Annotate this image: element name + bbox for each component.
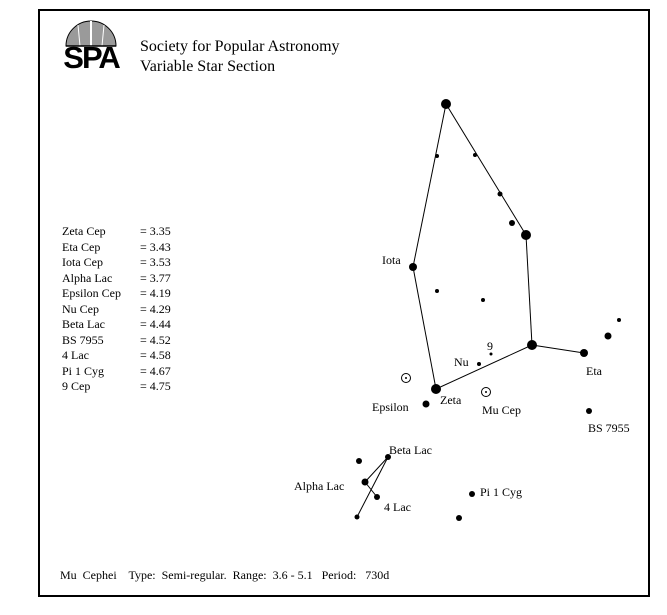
stars xyxy=(355,99,622,521)
star-eta xyxy=(580,349,588,357)
label-zeta: Zeta xyxy=(440,393,462,407)
star xyxy=(617,318,621,322)
mag-row: Iota Cep = 3.53 xyxy=(62,255,171,269)
variable-name: Mu Cephei xyxy=(60,568,117,582)
mag-row: Eta Cep = 3.43 xyxy=(62,239,171,254)
star xyxy=(355,515,360,520)
label-9: 9 xyxy=(487,339,493,353)
star xyxy=(527,340,537,350)
star xyxy=(481,298,485,302)
label-iota: Iota xyxy=(382,253,401,267)
section-title: Variable Star Section xyxy=(140,58,276,75)
star xyxy=(498,192,503,197)
variable-range: Range: 3.6 - 5.1 xyxy=(232,568,313,582)
star-alderamin xyxy=(521,230,531,240)
star-epsilon xyxy=(423,401,430,408)
star-iota xyxy=(409,263,417,271)
variable-type: Type: Semi-regular. xyxy=(128,568,227,582)
label-nu: Nu xyxy=(454,355,469,369)
label-pi1-cyg: Pi 1 Cyg xyxy=(480,485,523,499)
variable-info-footer xyxy=(60,568,389,583)
label-eta: Eta xyxy=(586,364,602,378)
star xyxy=(509,220,515,226)
mag-row: Alpha Lac = 3.77 xyxy=(62,270,171,285)
star-alpha-lac xyxy=(362,479,369,486)
mag-row: Pi 1 Cyg = 4.67 xyxy=(62,363,171,378)
mag-row: 4 Lac = 4.58 xyxy=(62,348,171,362)
label-bs7955: BS 7955 xyxy=(588,421,630,435)
star xyxy=(473,153,477,157)
star-4-lac xyxy=(374,494,380,500)
star xyxy=(435,289,439,293)
variable-period: Period: 730d xyxy=(321,568,390,582)
label-mu-cep: Mu Cep xyxy=(482,403,521,417)
mag-row: Nu Cep = 4.29 xyxy=(62,301,171,316)
mag-row: BS 7955 = 4.52 xyxy=(62,332,171,347)
mag-row: Zeta Cep = 3.35 xyxy=(62,224,171,238)
star xyxy=(605,333,612,340)
label-alpha-lac: Alpha Lac xyxy=(294,479,345,493)
mag-row: Epsilon Cep = 4.19 xyxy=(62,286,171,300)
mag-row: Beta Lac = 4.44 xyxy=(62,317,171,331)
mag-row: 9 Cep = 4.75 xyxy=(62,379,171,393)
star-pi1-cyg xyxy=(469,491,475,497)
organisation-title: Society for Popular Astronomy xyxy=(140,38,340,55)
star-labels xyxy=(294,253,630,514)
label-beta-lac: Beta Lac xyxy=(389,443,432,457)
star xyxy=(441,99,451,109)
star xyxy=(356,458,362,464)
star xyxy=(456,515,462,521)
star-bs7955 xyxy=(586,408,592,414)
star xyxy=(435,154,439,158)
star-nu xyxy=(477,362,481,366)
label-4-lac: 4 Lac xyxy=(384,500,411,514)
label-epsilon: Epsilon xyxy=(372,400,409,414)
logo-text: SPA xyxy=(63,40,119,75)
